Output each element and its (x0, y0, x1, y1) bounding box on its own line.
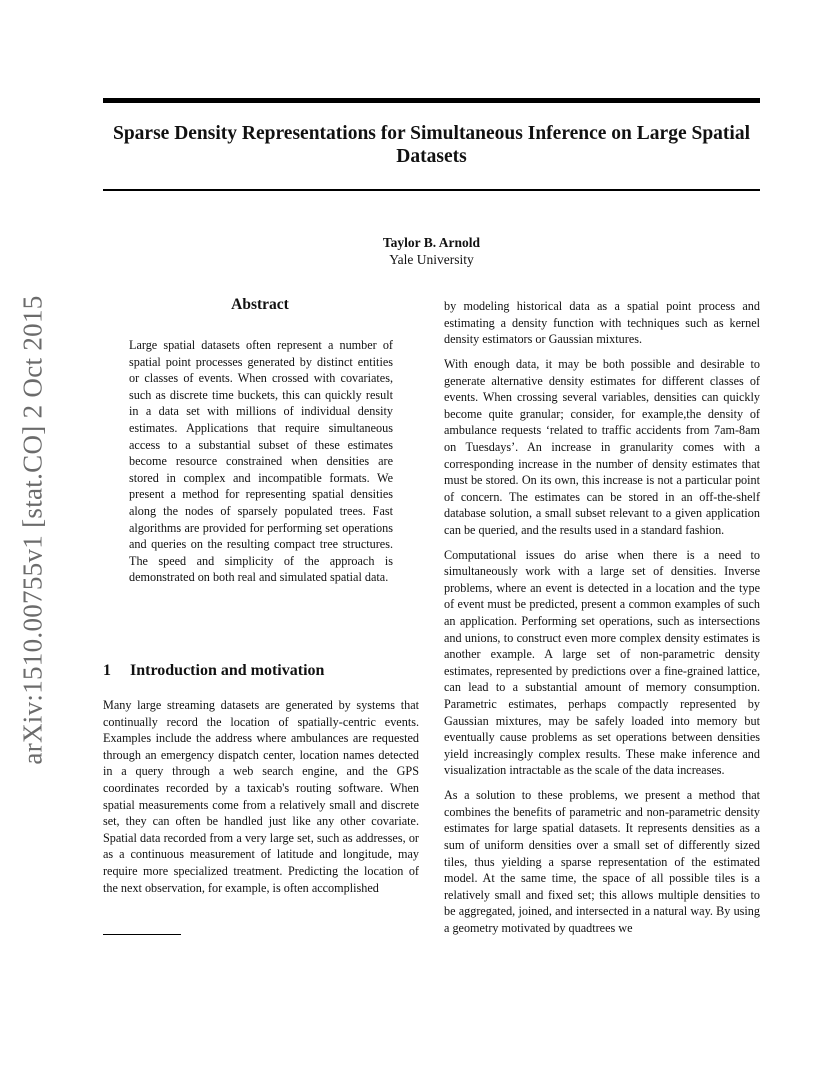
title-rule-bottom (103, 189, 760, 191)
footnote-rule (103, 934, 181, 935)
body-paragraph: Computational issues do arise when there is a need to simultaneously work with a large set of densities. Inverse problems, where an event is detected in a location and the type of event must be predicted, present a common examples of such an application. Performing set operations, such as intersections and unions, to construct even more complex density estimates is another example. A large set of non-parametric density estimates, represented by predictions over a fine-grained lattice, can lead to a substantial amount of memory consumption. Parametric estimates, perhaps compactly represented by Gaussian mixtures, may be safely loaded into memory but eventually cause problems as set operations between densities yield increasingly complex results. These make inference and visualization intractable as the scale of the data increases. (444, 547, 760, 778)
author-affiliation: Yale University (389, 252, 474, 267)
abstract-text: Large spatial datasets often represent a number of spatial point processes generated by distinct entities or classes of events. When crossed with covariates, such as discrete time buckets, this can quickly result in a data set with millions of individual density estimates. Applications that require simultaneous access to a substantial subset of these estimates become resource constrained when densities are stored in complex and incompatible formats. We present a method for representing spatial densities along the nodes of sparsely populated trees. Fast algorithms are provided for performing set operations and queries on the resulting compact tree structures. The speed and simplicity of the approach is demonstrated on both real and simulated spatial data. (129, 338, 393, 585)
author-block (103, 234, 760, 268)
section-number: 1 (103, 662, 111, 679)
section-heading (103, 662, 419, 680)
arxiv-stamp: arXiv:1510.00755v1 [stat.CO] 2 Oct 2015 (17, 295, 48, 765)
right-column (444, 298, 760, 945)
author-name: Taylor B. Arnold (382, 235, 481, 250)
section-title: Introduction and motivation (130, 662, 325, 679)
abstract-heading: Abstract (231, 296, 289, 313)
intro-paragraph: Many large streaming datasets are generated by systems that continually record the location of spatially-centric events. Examples include the address where ambulances are requested through an emergency dispatch center, location names detected in a query through a web search engine, and the GPS coordinates recorded by a taxicab's routing software. When spatial measurements come from a relatively small and discrete set, they can often be handled just like any other covariate. Spatial data recorded from a very large set, such as addresses, or as a continuous measurement of latitude and longitude, may require more specialized treatment. Predicting the location of the next observation, for example, is often accomplished (103, 698, 419, 895)
body-paragraph: With enough data, it may be both possible and desirable to generate alternative density estimates for different classes of events. When crossing several variables, densities can quickly become quite granular; consider, for example,the density of ambulance requests ‘related to traffic accidents from 7am-8am on Tuesdays’. An increase in granularity comes with a corresponding increase in the number of density estimates that must be stored. On its own, this increase is not a particular point of concern. The estimates can be stored in an off-the-shelf database solution, a small subset relevant to a given application can be queried, and the results used in a standard fashion. (444, 356, 760, 537)
paper-title: Sparse Density Representations for Simultaneous Inference on Large Spatial Datasets (112, 123, 750, 167)
title-rule-top (103, 98, 760, 103)
body-paragraph: As a solution to these problems, we present a method that combines the benefits of parametric and non-parametric density estimates for large spatial datasets. It represents densities as a sum of uniform densities over a small set of differently sized tiles, thus yielding a sparse representation of the estimated model. At the same time, the space of all possible tiles is a relatively small and fixed set; this allows multiple densities to be aggregated, joined, and intersected in a natural way. By using a geometry motivated by quadtrees we (444, 788, 760, 935)
body-paragraph: by modeling historical data as a spatial point process and estimating a density function with techniques such as kernel density estimators or Gaussian mixtures. (444, 299, 760, 347)
